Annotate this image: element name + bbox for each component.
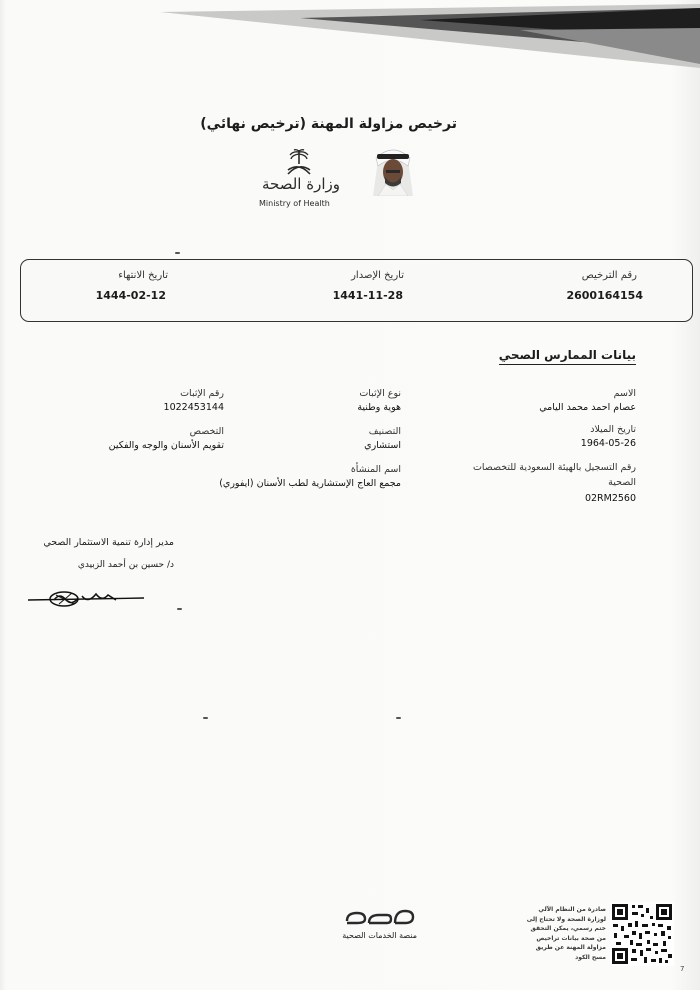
ministry-logo: [254, 148, 344, 214]
name-value: عصام احمد محمد اليامي: [539, 402, 636, 413]
issue-date-value: 1441-11-28: [332, 289, 403, 302]
birth-date-field: [581, 424, 636, 449]
license-number-label: رقم الترخيص: [581, 270, 637, 281]
expiry-date-label: تاريخ الانتهاء: [118, 270, 168, 281]
palm-swords-emblem-icon: [284, 148, 314, 178]
id-type-value: هوية وطنية: [357, 402, 401, 413]
sehha-subtitle: منصة الخدمات الصحية: [342, 931, 417, 940]
classification-field: [364, 426, 401, 451]
ministry-name-english: Ministry of Health: [259, 199, 330, 208]
registration-field: [466, 460, 636, 504]
id-type-field: [357, 388, 401, 413]
signatory-name: د/ حسين بن أحمد الزبيدي: [77, 560, 174, 570]
ministry-name-arabic: وزارة الصحة: [262, 175, 340, 193]
sehha-logo: [343, 905, 417, 941]
name-field: [539, 388, 636, 413]
expiry-date-cell: [96, 270, 168, 302]
signatory-title: مدير إدارة تنمية الاستثمار الصحي: [43, 537, 174, 548]
issue-date-label: تاريخ الإصدار: [351, 270, 404, 281]
id-number-value: 1022453144: [163, 402, 224, 413]
birth-date-value: 1964-05-26: [580, 438, 636, 449]
name-label: الاسم: [613, 388, 636, 399]
page-number: 7: [680, 965, 685, 973]
document-title: ترخيص مزاولة المهنة (ترخيص نهائي): [200, 116, 457, 132]
license-number-value: 2600164154: [566, 289, 643, 302]
facility-label: اسم المنشأة: [350, 464, 401, 475]
id-type-label: نوع الإثبات: [359, 388, 401, 399]
specialty-field: [109, 426, 224, 451]
license-number-cell: [566, 270, 643, 302]
header-banner: [0, 0, 700, 110]
qr-code-icon: [610, 902, 674, 966]
scan-speck: [203, 717, 208, 719]
registration-value: 02RM2560: [584, 493, 636, 504]
facility-value: مجمع العاج الإستشارية لطب الأسنان (ايفوري): [219, 478, 401, 489]
expiry-date-value: 1444-02-12: [95, 289, 166, 302]
birth-date-label: تاريخ الميلاد: [590, 424, 636, 435]
sehha-wordmark-icon: [343, 905, 417, 927]
handwritten-signature: [26, 586, 146, 612]
id-number-field: [164, 388, 224, 413]
specialty-value: تقويم الأسنان والوجه والفكين: [108, 440, 224, 451]
issue-date-cell: [333, 270, 404, 302]
id-number-label: رقم الإثبات: [180, 388, 224, 399]
registration-label: رقم التسجيل بالهيئة السعودية للتخصصات الصحية: [472, 462, 636, 488]
license-info-box: [20, 259, 693, 322]
scan-speck: [177, 608, 182, 610]
classification-label: التصنيف: [368, 426, 401, 437]
scan-speck: [175, 252, 180, 254]
signatory-block: [24, 537, 174, 570]
classification-value: استشاري: [364, 440, 401, 451]
practitioner-photo: [368, 140, 418, 196]
facility-field: [219, 464, 401, 489]
specialty-label: التخصص: [189, 426, 224, 437]
scan-speck: [396, 717, 401, 719]
verification-note: صادرة من النظام الآلي لوزارة الصحة ولا تحتاج إلى ختم رسمي، يمكن التحقق من صحة بيانات تراخيص مزاولة المهنة عن طريق مسح الكود: [526, 906, 606, 961]
practitioner-section-title: بيانات الممارس الصحي: [499, 348, 636, 365]
